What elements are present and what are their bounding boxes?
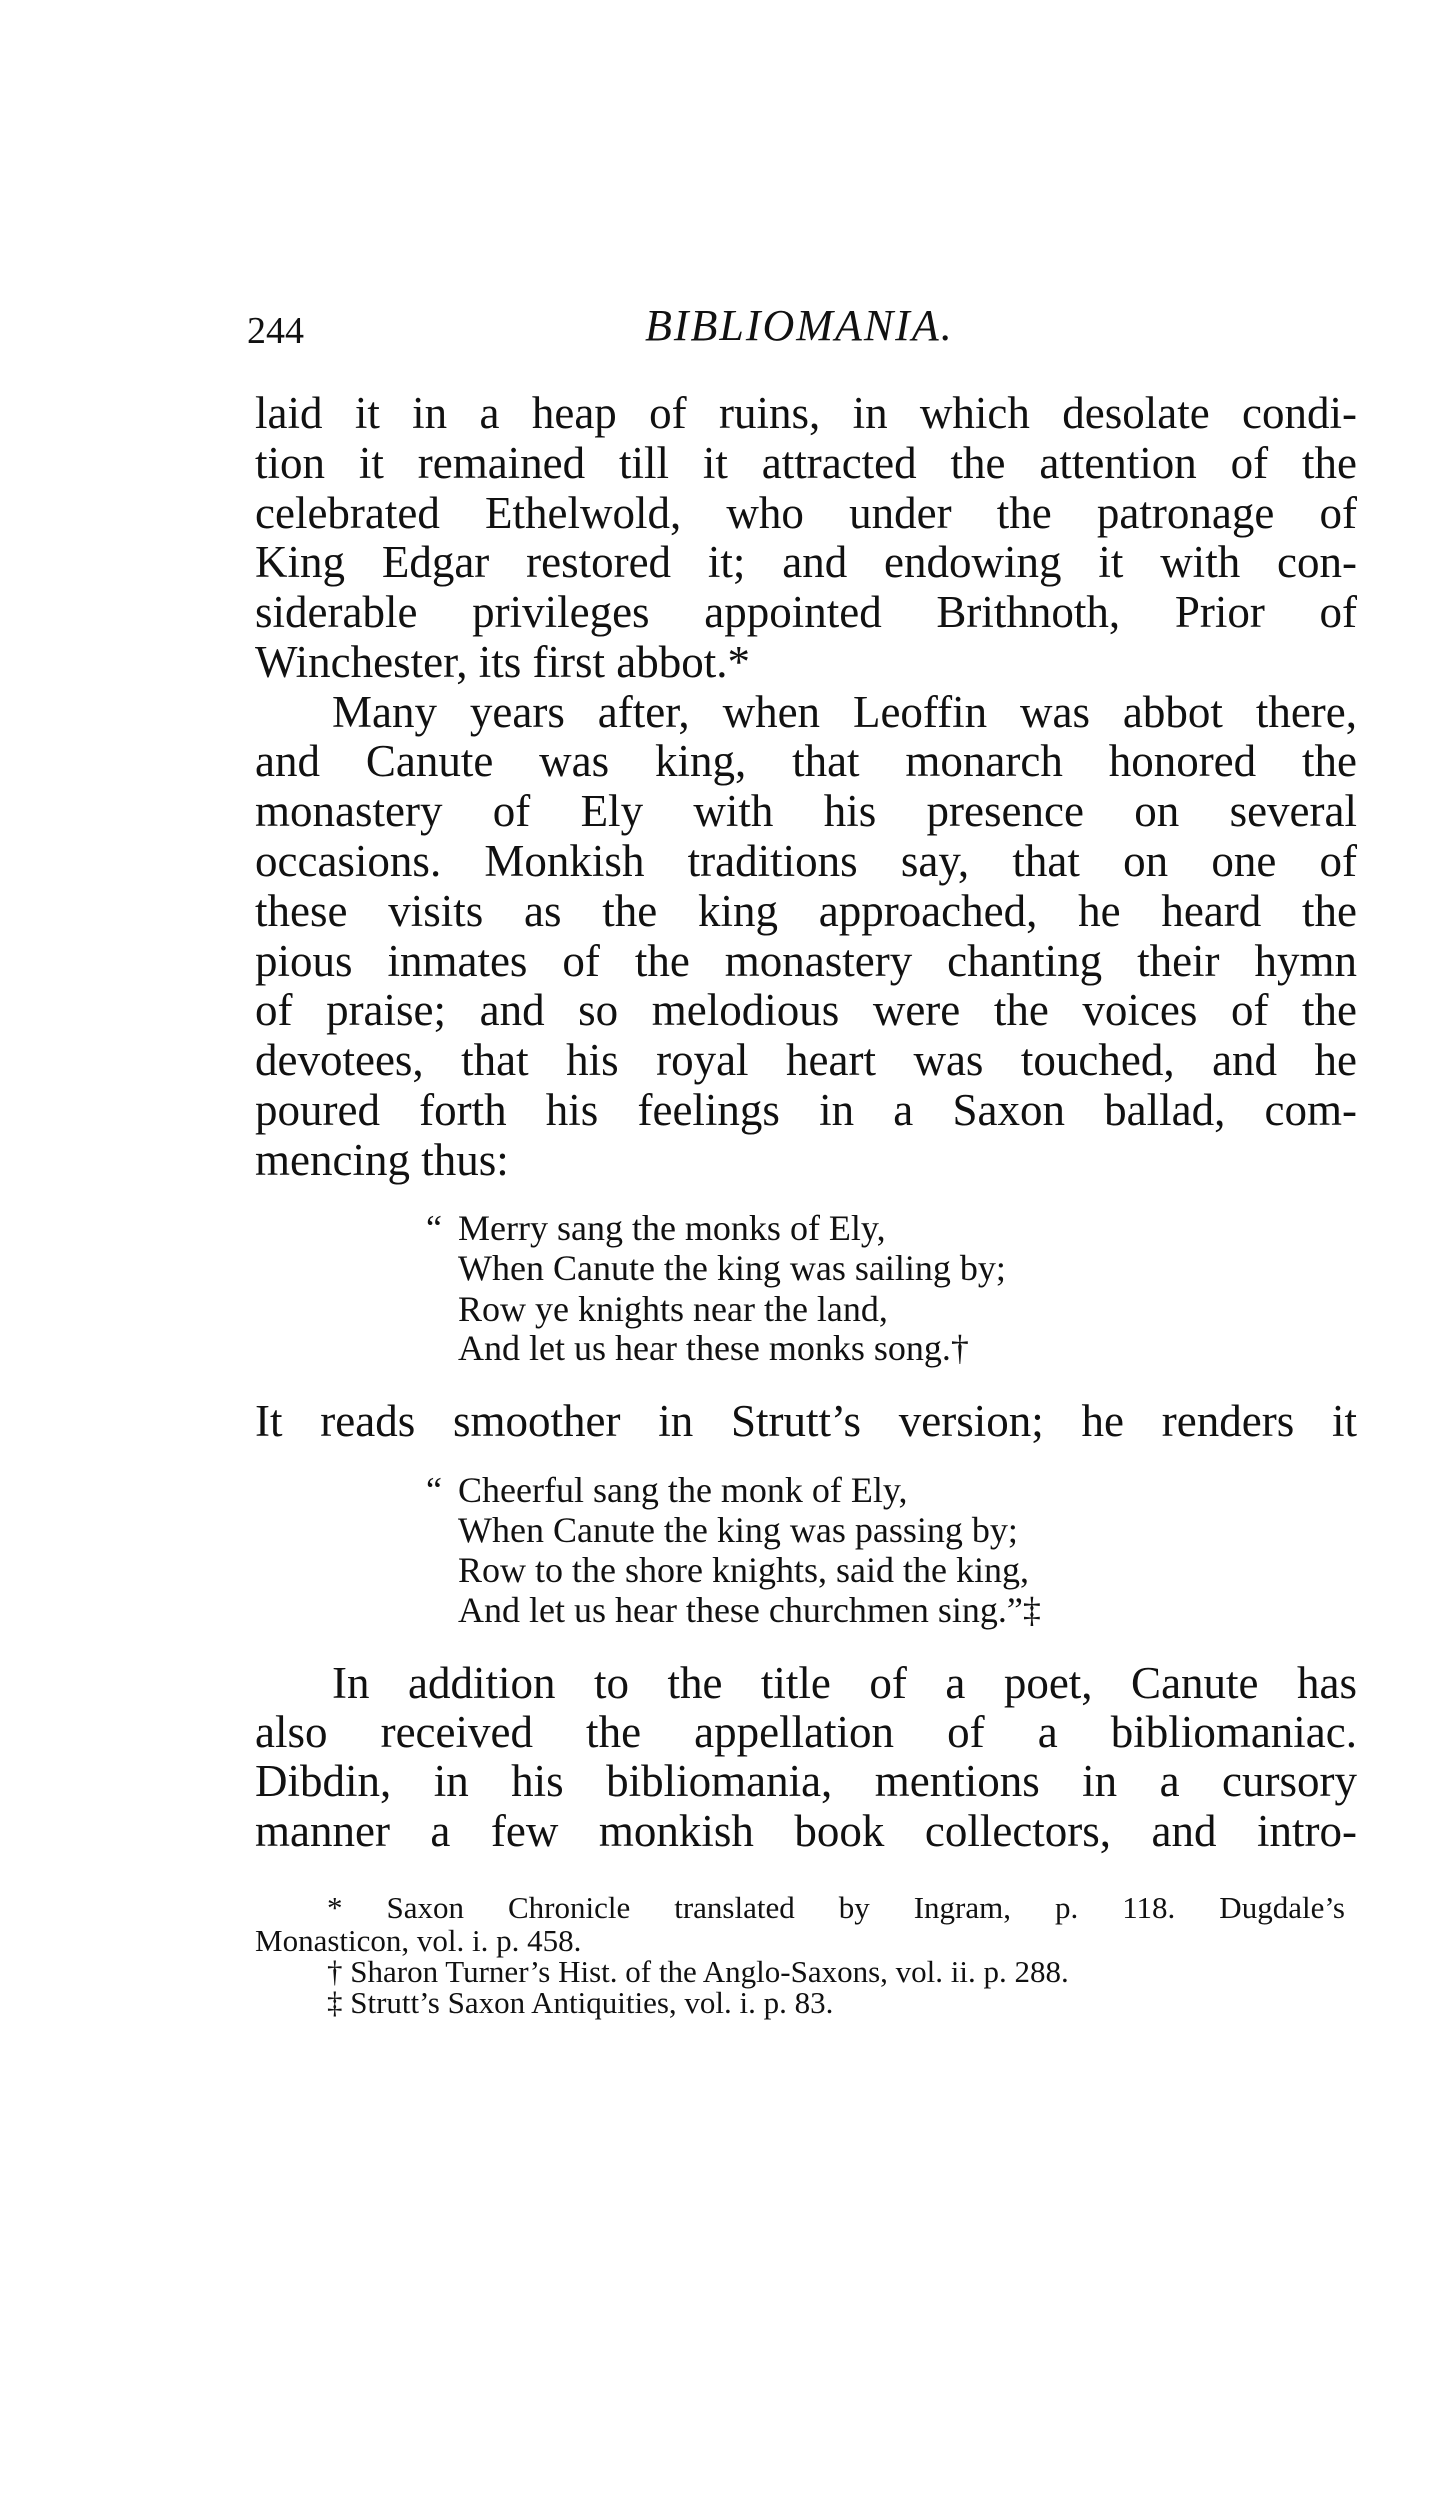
open-quote: “ [426,1470,442,1510]
text-line: these visits as the king approached, he heard the [255,886,1357,936]
text-line: manner a few monkish book collectors, and intro- [255,1806,1357,1856]
bridge-line: It reads smoother in Strutt’s version; he renders it [255,1396,1357,1446]
text-line: poured forth his feelings in a Saxon ballad, com- [255,1085,1357,1135]
text-line: Winchester, its first abbot.* [255,637,751,687]
text-line: pious inmates of the monastery chanting their hymn [255,936,1357,986]
text-line: laid it in a heap of ruins, in which desolate condi- [255,388,1357,438]
footnote-line: Monasticon, vol. i. p. 458. [255,1923,582,1958]
text-line: tion it remained till it attracted the attention of the [255,438,1357,488]
text-line: mencing thus: [255,1135,509,1185]
running-title: BIBLIOMANIA. [645,301,954,350]
text-line: Dibdin, in his bibliomania, mentions in a cursory [255,1756,1357,1806]
text-line: occasions. Monkish traditions say, that on one of [255,836,1357,886]
verse-line: When Canute the king was sailing by; [458,1248,1006,1288]
footnote-line: ‡ Strutt’s Saxon Antiquities, vol. i. p. 83. [327,1985,834,2020]
text-line: In addition to the title of a poet, Canute has [332,1658,1357,1708]
open-quote: “ [426,1208,442,1248]
verse-line: Row ye knights near the land, [458,1289,888,1329]
verse-line: Row to the shore knights, said the king, [458,1550,1029,1590]
verse-line: And let us hear these monks song.† [458,1328,969,1368]
verse-line: And let us hear these churchmen sing.”‡ [458,1590,1041,1630]
text-line: and Canute was king, that monarch honored the [255,736,1357,786]
verse-line: Merry sang the monks of Ely, [458,1208,886,1248]
verse-line: When Canute the king was passing by; [458,1510,1018,1550]
page-number: 244 [247,310,304,352]
text-line: also received the appellation of a bibliomaniac. [255,1707,1357,1757]
text-line: of praise; and so melodious were the voices of the [255,985,1357,1035]
footnote-line: † Sharon Turner’s Hist. of the Anglo-Saxons, vol. ii. p. 288. [327,1954,1069,1989]
text-line: monastery of Ely with his presence on several [255,786,1357,836]
text-line: siderable privileges appointed Brithnoth, Prior of [255,587,1357,637]
text-line: King Edgar restored it; and endowing it with con- [255,537,1357,587]
verse-line: Cheerful sang the monk of Ely, [458,1470,908,1510]
text-line: Many years after, when Leoffin was abbot there, [332,687,1357,737]
text-line: celebrated Ethelwold, who under the patronage of [255,488,1357,538]
footnote-line: * Saxon Chronicle translated by Ingram, p. 118. Dugdale’s [327,1890,1345,1925]
text-line: devotees, that his royal heart was touched, and he [255,1035,1357,1085]
